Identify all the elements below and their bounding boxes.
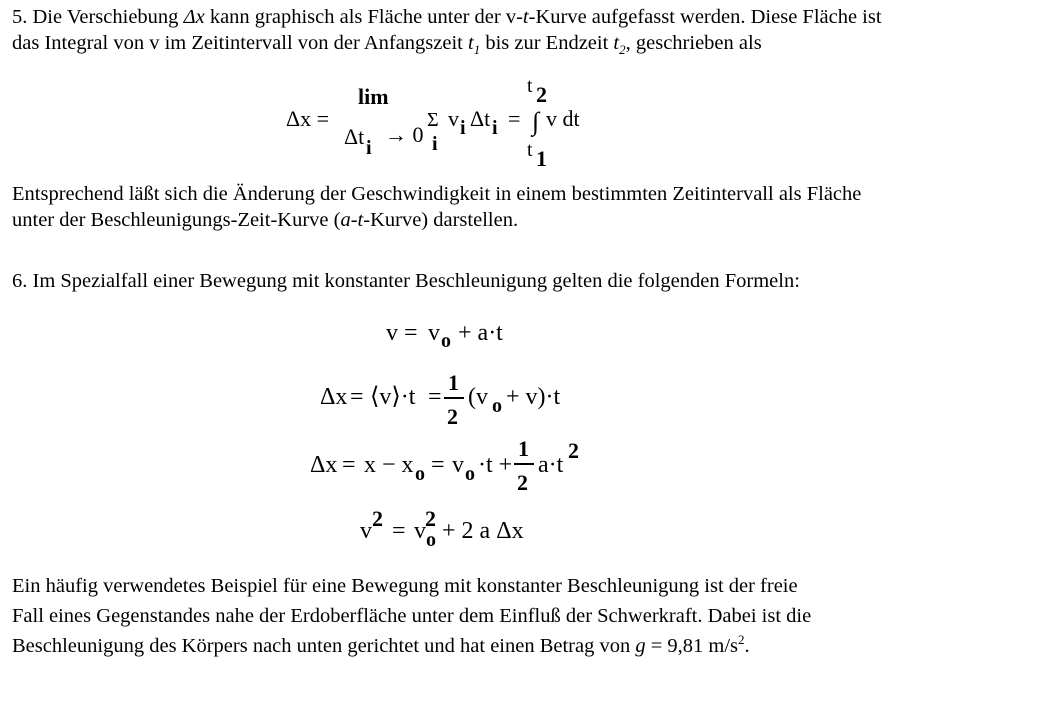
superscript-2: 2 <box>738 632 745 648</box>
eq3-numerator: 1 <box>448 370 459 395</box>
eq1-delta-t-sub: i <box>366 137 372 159</box>
eq4-vt-plus: ·t + <box>478 452 513 478</box>
eq4-subscript-o-2: o <box>465 463 475 485</box>
eq2-v0: v <box>428 320 440 346</box>
eq4-delta-x: Δx <box>310 452 338 478</box>
eq1-lower-sub: 1 <box>536 146 547 171</box>
text-fragment: das Integral von v im Zeitintervall von der Anfangszeit <box>12 32 463 54</box>
text-fragment: , geschrieben als <box>625 32 762 54</box>
paragraph-number: 5. <box>12 6 28 28</box>
text-fragment: bis zur Endzeit <box>485 32 609 54</box>
eq2-rest: + a·t <box>458 320 503 346</box>
t1-subscript: 1 <box>473 42 481 58</box>
eq3-equals-2: = <box>428 384 442 410</box>
eq4-v0: v <box>452 452 464 478</box>
eq1-v: v <box>448 106 459 131</box>
eq5-exponent-2: 2 <box>425 506 436 531</box>
t2-base: t <box>613 32 620 54</box>
eq1-dt: Δt <box>470 106 491 131</box>
paragraph-velocity-change: Entsprechend läßt sich die Änderung der Geschwindigkeit in einem bestimmten Zeitintervall als Fläche <box>12 183 862 205</box>
t-symbol: t <box>357 209 364 231</box>
eq2-v: v <box>386 320 398 346</box>
paragraph-free-fall-3 <box>12 633 1032 659</box>
eq1-delta-t: Δt <box>344 124 365 149</box>
eq5-equals: = <box>392 518 406 544</box>
eq4-equals-2: = <box>431 452 445 478</box>
g-symbol: g <box>635 635 646 657</box>
paragraph-free-fall-1: Ein häufig verwendetes Beispiel für eine Bewegung mit konstanter Beschleunigung ist der freie <box>12 575 798 597</box>
eq3-delta-x: Δx <box>320 384 348 410</box>
eq1-dt-sub: i <box>492 117 498 139</box>
text-fragment: Beschleunigung des Körpers nach unten gerichtet und hat einen Betrag von <box>12 635 631 657</box>
paragraph-5 <box>12 4 1032 30</box>
eq5-v: v <box>360 518 372 544</box>
eq2-subscript-o: o <box>441 330 451 352</box>
paragraph-6: 6. Im Spezialfall einer Bewegung mit konstanter Beschleunigung gelten die folgenden Formeln: <box>12 270 800 292</box>
t1-base: t <box>468 32 474 54</box>
eq3-equals-1: = <box>350 384 364 410</box>
eq4-denominator: 2 <box>517 470 528 495</box>
text-fragment: . <box>744 635 750 657</box>
eq1-upper-sub: 2 <box>536 82 547 107</box>
text-fragment: -Kurve) darstellen. <box>363 209 519 231</box>
text-fragment: - <box>350 209 358 231</box>
eq3-paren-v: (v <box>468 384 488 410</box>
text-fragment: -Kurve aufgefasst werden. Diese Fläche ist <box>528 6 882 28</box>
eq1-integrand: v dt <box>546 106 580 131</box>
paragraph-free-fall-2: Fall eines Gegenstandes nahe der Erdoberfläche unter dem Einfluß der Schwerkraft. Dabei ist die <box>12 605 812 627</box>
eq1-lim: lim <box>358 84 389 109</box>
eq3-denominator: 2 <box>447 404 458 429</box>
eq4-numerator: 1 <box>518 436 529 461</box>
eq3-average: ⟨v⟩·t <box>370 384 416 410</box>
t2-symbol <box>613 32 626 58</box>
eq1-arrow-zero: → 0 <box>385 122 424 147</box>
eq4-equals-1: = <box>342 452 356 478</box>
eq3-subscript-o: o <box>492 395 502 417</box>
eq1-upper-t: t <box>527 75 533 97</box>
eq1-v-sub: i <box>460 117 466 139</box>
t1-symbol <box>468 32 481 58</box>
eq5-exponent-1: 2 <box>372 506 383 531</box>
paragraph-5-line-2 <box>12 30 1032 56</box>
equation-displacement <box>306 432 596 496</box>
eq1-sigma-sub: i <box>432 133 438 155</box>
eq5-rest: + 2 a Δx <box>442 518 524 544</box>
eq1-lower-t: t <box>527 139 533 161</box>
t2-subscript: 2 <box>619 42 626 58</box>
eq2-equals: = <box>404 320 418 346</box>
eq1-integral-sign: ∫ <box>532 107 540 136</box>
eq1-equals: = <box>508 106 521 131</box>
equation-integral-limit <box>280 75 600 171</box>
text-fragment: kann graphisch als Fläche unter der v- <box>209 6 523 28</box>
equation-average-velocity <box>316 370 576 440</box>
equation-velocity-squared <box>358 504 538 550</box>
paragraph-velocity-change-line-2 <box>12 207 1032 233</box>
eq1-sigma: Σ <box>427 109 439 131</box>
eq4-x-minus-x0: x − x <box>364 452 414 478</box>
eq4-a-t: a·t <box>538 452 564 478</box>
eq1-lhs: Δx = <box>286 106 330 131</box>
equation-velocity <box>384 318 524 352</box>
eq4-exponent: 2 <box>568 438 579 463</box>
text-fragment: unter der Beschleunigungs-Zeit-Kurve ( <box>12 209 341 231</box>
eq5-subscript-o: o <box>426 529 436 551</box>
delta-x-symbol: Δx <box>183 6 205 28</box>
a-symbol: a <box>340 209 351 231</box>
eq3-rest: + v)·t <box>506 384 561 410</box>
text-fragment: = 9,81 m/s <box>650 635 739 657</box>
eq5-v0: v <box>414 518 426 544</box>
t-symbol: t <box>522 6 529 28</box>
eq4-subscript-o-1: o <box>415 463 425 485</box>
text-fragment: Die Verschiebung <box>32 6 179 28</box>
